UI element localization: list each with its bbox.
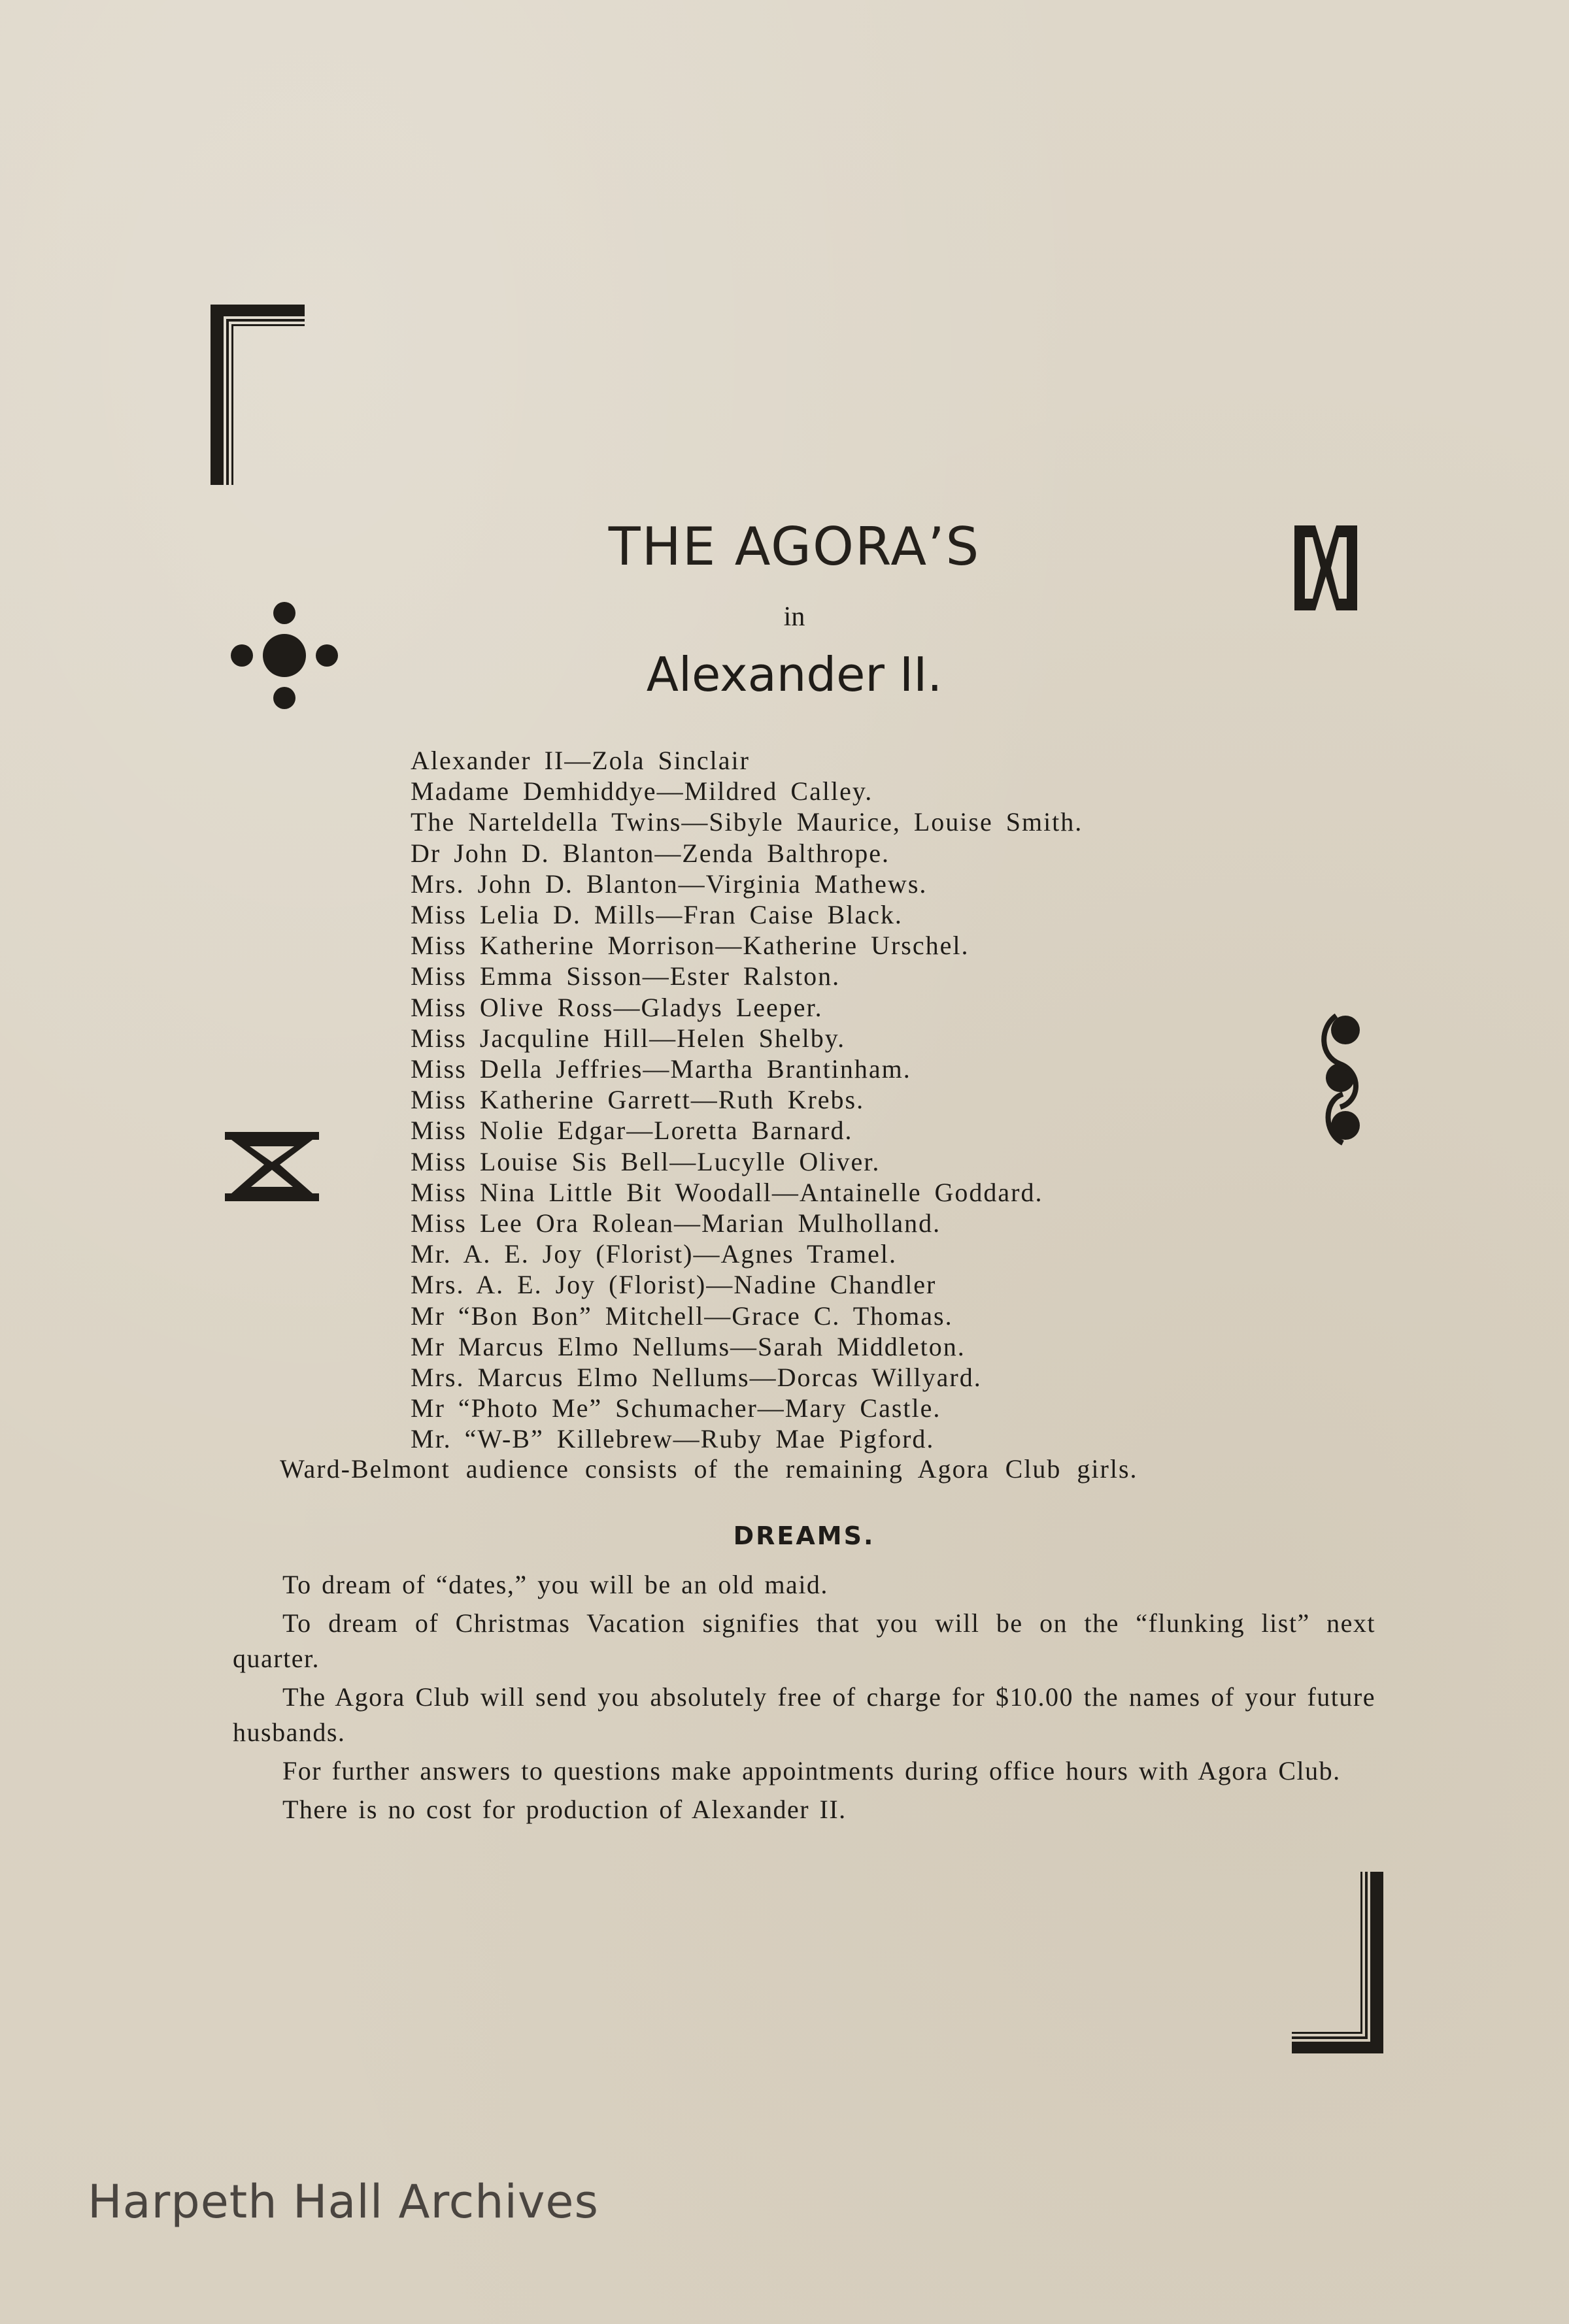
cast-entry: Miss Nina Little Bit Woodall—Antainelle Goddard. (411, 1177, 1043, 1207)
cast-entry: Mrs. John D. Blanton—Virginia Mathews. (411, 869, 928, 899)
cast-entry: Miss Lelia D. Mills—Fran Caise Black. (411, 900, 903, 930)
dream-paragraph: For further answers to questions make appointments during office hours with Agora Club. (282, 1756, 1341, 1785)
cast-entry: Miss Katherine Garrett—Ruth Krebs. (411, 1085, 865, 1115)
corner-bracket-icon (1292, 1872, 1383, 2053)
dreams-heading: DREAMS. (733, 1521, 875, 1550)
title-connector: in (783, 602, 805, 632)
cast-entry: Mr. “W-B” Killebrew—Ruby Mae Pigford. (411, 1424, 935, 1454)
dream-paragraph: To dream of Christmas Vacation signifies that you will be on the “flunking list” next quarter. (233, 1608, 1375, 1673)
cast-entry: Miss Olive Ross—Gladys Leeper. (411, 992, 823, 1022)
cast-entry: Miss Della Jeffries—Martha Brantinham. (411, 1054, 911, 1084)
cast-entry: Mr “Bon Bon” Mitchell—Grace C. Thomas. (411, 1301, 953, 1331)
cast-entry: Mr Marcus Elmo Nellums—Sarah Middleton. (411, 1331, 966, 1361)
cast-entry: Miss Louise Sis Bell—Lucylle Oliver. (411, 1146, 881, 1176)
cast-entry: Mr “Photo Me” Schumacher—Mary Castle. (411, 1393, 941, 1423)
cast-entry: Miss Emma Sisson—Ester Ralston. (411, 961, 841, 991)
archives-watermark: Harpeth Hall Archives (88, 2175, 599, 2229)
cast-entry: Miss Lee Ora Rolean—Marian Mulholland. (411, 1208, 941, 1238)
cast-entry: Mrs. A. E. Joy (Florist)—Nadine Chandler (411, 1270, 937, 1300)
cast-entry: Mr. A. E. Joy (Florist)—Agnes Tramel. (411, 1239, 898, 1269)
dreams-section (233, 1567, 1375, 1831)
dream-paragraph: The Agora Club will send you absolutely free of charge for $10.00 the names of your future husbands. (233, 1682, 1375, 1747)
cast-entry: Madame Demhiddye—Mildred Calley. (411, 776, 873, 806)
cast-list (411, 745, 1391, 1455)
program-title: THE AGORA’S (608, 516, 981, 577)
cast-entry: Miss Nolie Edgar—Loretta Barnard. (411, 1116, 853, 1146)
dream-paragraph: There is no cost for production of Alexander II. (282, 1795, 847, 1824)
cast-entry: The Narteldella Twins—Sibyle Maurice, Louise Smith. (411, 807, 1083, 837)
cast-entry: Mrs. Marcus Elmo Nellums—Dorcas Willyard. (411, 1363, 982, 1393)
cast-entry: Miss Jacquline Hill—Helen Shelby. (411, 1023, 846, 1053)
audience-note: Ward-Belmont audience consists of the remaining Agora Club girls. (280, 1454, 1138, 1484)
play-title: Alexander II. (646, 647, 943, 702)
cast-entry: Alexander II—Zola Sinclair (411, 746, 750, 775)
corner-bracket-icon (211, 305, 305, 485)
dream-paragraph: To dream of “dates,” you will be an old maid. (282, 1570, 828, 1599)
hourglass-icon (225, 1132, 319, 1201)
cast-entry: Dr John D. Blanton—Zenda Balthrope. (411, 838, 890, 868)
cast-entry: Miss Katherine Morrison—Katherine Urschel. (411, 931, 970, 961)
